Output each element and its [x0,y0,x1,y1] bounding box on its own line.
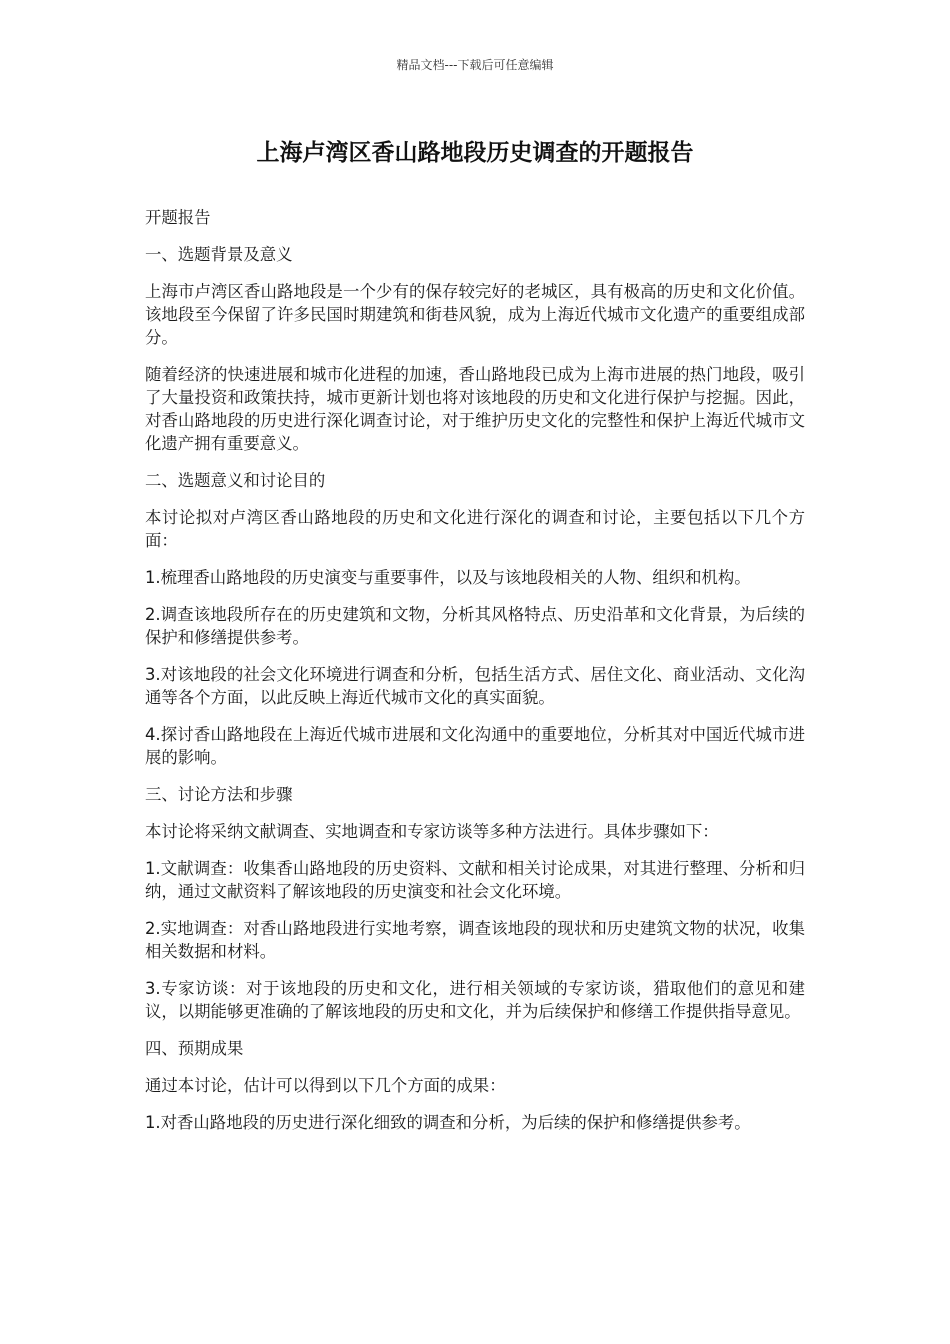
list-item: 1.文献调查：收集香山路地段的历史资料、文献和相关讨论成果，对其进行整理、分析和归纳，通过文献资料了解该地段的历史演变和社会文化环境。 [145,859,805,901]
document-body [145,206,805,1148]
list-item: 1.对香山路地段的历史进行深化细致的调查和分析，为后续的保护和修缮提供参考。 [145,1113,751,1132]
list-item: 3.专家访谈：对于该地段的历史和文化，进行相关领域的专家访谈，猎取他们的意见和建议，以期能够更准确的了解该地段的历史和文化，并为后续保护和修缮工作提供指导意见。 [145,979,805,1021]
list-item: 2.调查该地段所存在的历史建筑和文物，分析其风格特点、历史沿革和文化背景，为后续的保护和修缮提供参考。 [145,605,805,647]
section-heading-1: 一、选题背景及意义 [145,245,293,264]
section-heading-2: 二、选题意义和讨论目的 [145,471,326,490]
list-item: 3.对该地段的社会文化环境进行调查和分析，包括生活方式、居住文化、商业活动、文化沟通等各个方面，以此反映上海近代城市文化的真实面貌。 [145,665,805,707]
list-item: 1.梳理香山路地段的历史演变与重要事件，以及与该地段相关的人物、组织和机构。 [145,568,751,587]
section-heading-3: 三、讨论方法和步骤 [145,785,293,804]
paragraph: 随着经济的快速进展和城市化进程的加速，香山路地段已成为上海市进展的热门地段，吸引了大量投资和政策扶持，城市更新计划也将对该地段的历史和文化进行保护与挖掘。因此，对香山路地段的历史进行深化调查讨论，对于维护历史文化的完整性和保护上海近代城市文化遗产拥有重要意义。 [145,365,805,453]
list-item: 2.实地调查：对香山路地段进行实地考察，调查该地段的现状和历史建筑文物的状况，收集相关数据和材料。 [145,919,805,961]
paragraph: 本讨论拟对卢湾区香山路地段的历史和文化进行深化的调查和讨论，主要包括以下几个方面： [145,508,805,550]
section-heading-4: 四、预期成果 [145,1039,244,1058]
document-title: 上海卢湾区香山路地段历史调查的开题报告 [256,140,694,166]
paragraph: 上海市卢湾区香山路地段是一个少有的保存较完好的老城区，具有极高的历史和文化价值。该地段至今保留了许多民国时期建筑和街巷风貌，成为上海近代城市文化遗产的重要组成部分。 [145,282,805,347]
paragraph: 通过本讨论，估计可以得到以下几个方面的成果： [145,1076,506,1095]
paragraph: 本讨论将采纳文献调查、实地调查和专家访谈等多种方法进行。具体步骤如下： [145,822,719,841]
page-header: 精品文档---下载后可任意编辑 [396,58,554,72]
list-item: 4.探讨香山路地段在上海近代城市进展和文化沟通中的重要地位，分析其对中国近代城市进展的影响。 [145,725,805,767]
section-label: 开题报告 [145,208,211,227]
